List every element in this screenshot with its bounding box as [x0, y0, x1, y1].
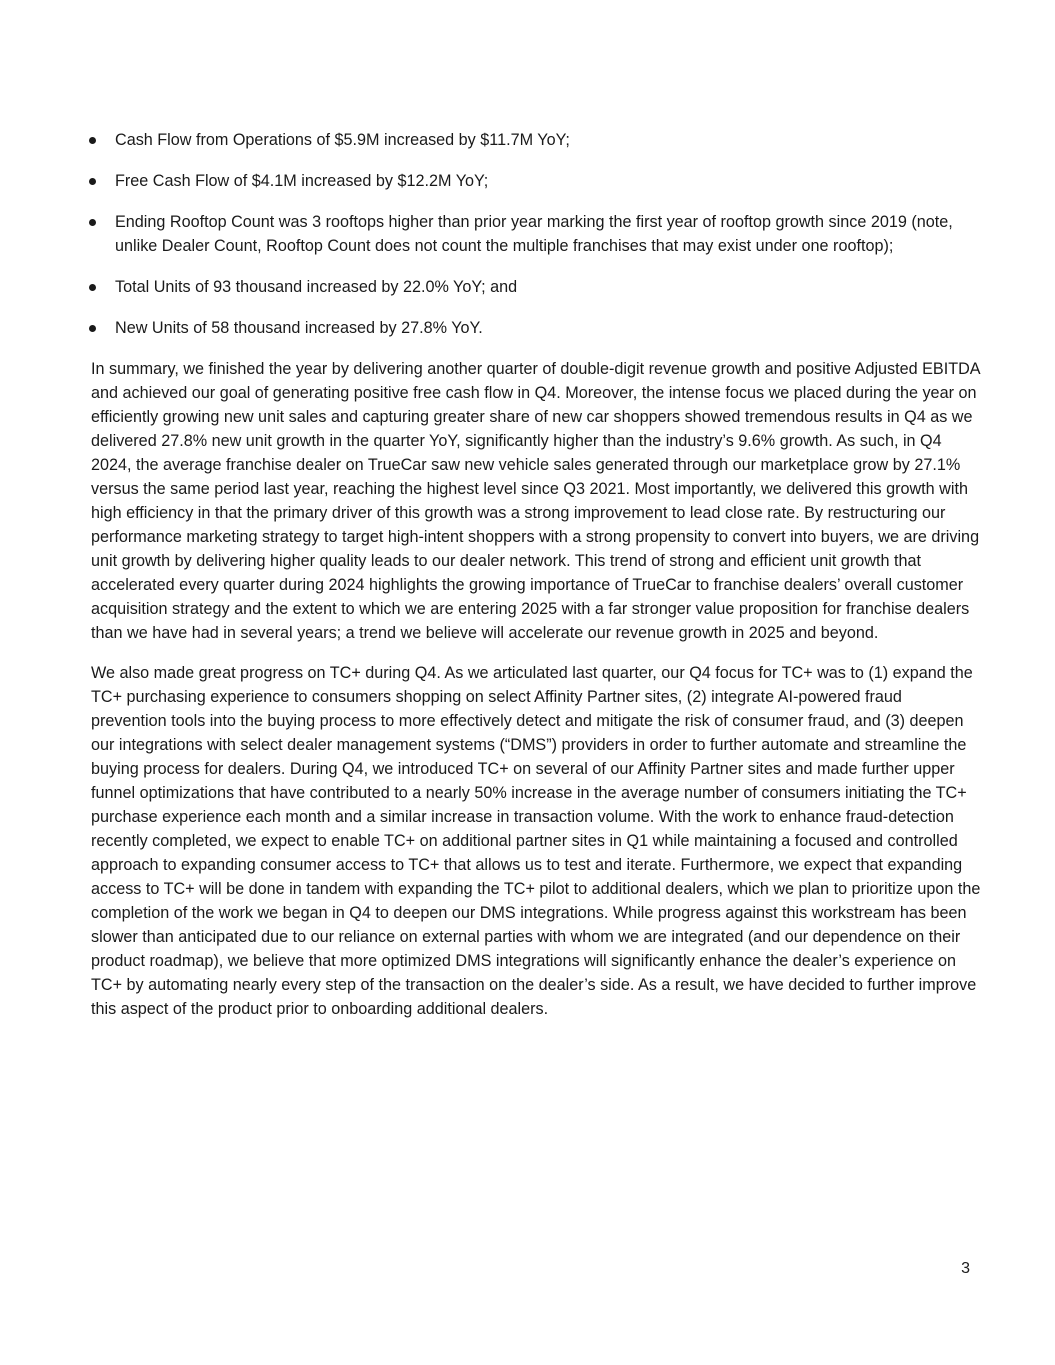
summary-paragraph: In summary, we finished the year by delivering another quarter of double-digit revenue growth and positive Adjusted EBITDA and achieved our goal of generating positive free cash flow in Q4. Moreover, the intense focus we placed during the year on efficiently growing new unit sales and capturing greater share of new car shoppers showed tremendous results in Q4 as we delivered 27.8% new unit growth in the quarter YoY, significantly higher than the industry’s 9.6% growth. As such, in Q4 2024, the average franchise dealer on TrueCar saw new vehicle sales generated through our marketplace grow by 27.1% versus the same period last year, reaching the highest level since Q3 2021. Most importantly, we delivered this growth with high efficiency in that the primary driver of this growth was a strong improvement to lead close rate. By restructuring our performance marketing strategy to target high-intent shoppers with a strong propensity to convert into buyers, we are driving unit growth by delivering higher quality leads to our dealer network. This trend of strong and efficient unit growth that accelerated every quarter during 2024 highlights the growing importance of TrueCar to franchise dealers’ overall customer acquisition strategy and the extent to which we are entering 2025 with a far stronger value proposition for franchise dealers than we have had in several years; a trend we believe will accelerate our revenue growth in 2025 and beyond.: [91, 360, 980, 642]
page-number: 3: [961, 1260, 970, 1277]
list-item-text: Ending Rooftop Count was 3 rooftops higher than prior year marking the first year of rooftop growth since 2019 (note, unlike Dealer Count, Rooftop Count does not count the multiple franchises that may exist under one rooftop);: [115, 213, 953, 255]
list-item: [91, 210, 981, 258]
list-item: [91, 169, 981, 193]
page-content: [91, 128, 981, 1037]
highlights-list: [91, 128, 981, 340]
bullet-icon: [89, 137, 96, 144]
bullet-icon: [89, 325, 96, 332]
list-item-text: Free Cash Flow of $4.1M increased by $12.2M YoY;: [115, 172, 489, 190]
list-item: [91, 128, 981, 152]
tc-plus-paragraph: We also made great progress on TC+ during Q4. As we articulated last quarter, our Q4 focus for TC+ was to (1) expand the TC+ purchasing experience to consumers shopping on select Affinity Partner sites, (2) integrate AI-powered fraud prevention tools into the buying process to more effectively detect and mitigate the risk of consumer fraud, and (3) deepen our integrations with select dealer management systems (“DMS”) providers in order to further automate and streamline the buying process for dealers. During Q4, we introduced TC+ on several of our Affinity Partner sites and made further upper funnel optimizations that have contributed to a nearly 50% increase in the average number of consumers initiating the TC+ purchase experience each month and a similar increase in transaction volume. With the work to enhance fraud-detection recently completed, we expect to enable TC+ on additional partner sites in Q1 while maintaining a focused and controlled approach to expanding consumer access to TC+ that allows us to test and iterate. Furthermore, we expect that expanding access to TC+ will be done in tandem with expanding the TC+ pilot to additional dealers, which we plan to prioritize upon the completion of the work we began in Q4 to deepen our DMS integrations. While progress against this workstream has been slower than anticipated due to our reliance on external parties with whom we are integrated (and our dependence on their product roadmap), we believe that more optimized DMS integrations will significantly enhance the dealer’s experience on TC+ by automating nearly every step of the transaction on the dealer’s side. As a result, we have decided to further improve this aspect of the product prior to onboarding additional dealers.: [91, 664, 981, 1018]
list-item-text: New Units of 58 thousand increased by 27.8% YoY.: [115, 319, 483, 337]
list-item: [91, 316, 981, 340]
list-item: [91, 275, 981, 299]
list-item-text: Cash Flow from Operations of $5.9M increased by $11.7M YoY;: [115, 131, 570, 149]
bullet-icon: [89, 219, 96, 226]
bullet-icon: [89, 284, 96, 291]
list-item-text: Total Units of 93 thousand increased by 22.0% YoY; and: [115, 278, 518, 296]
bullet-icon: [89, 178, 96, 185]
